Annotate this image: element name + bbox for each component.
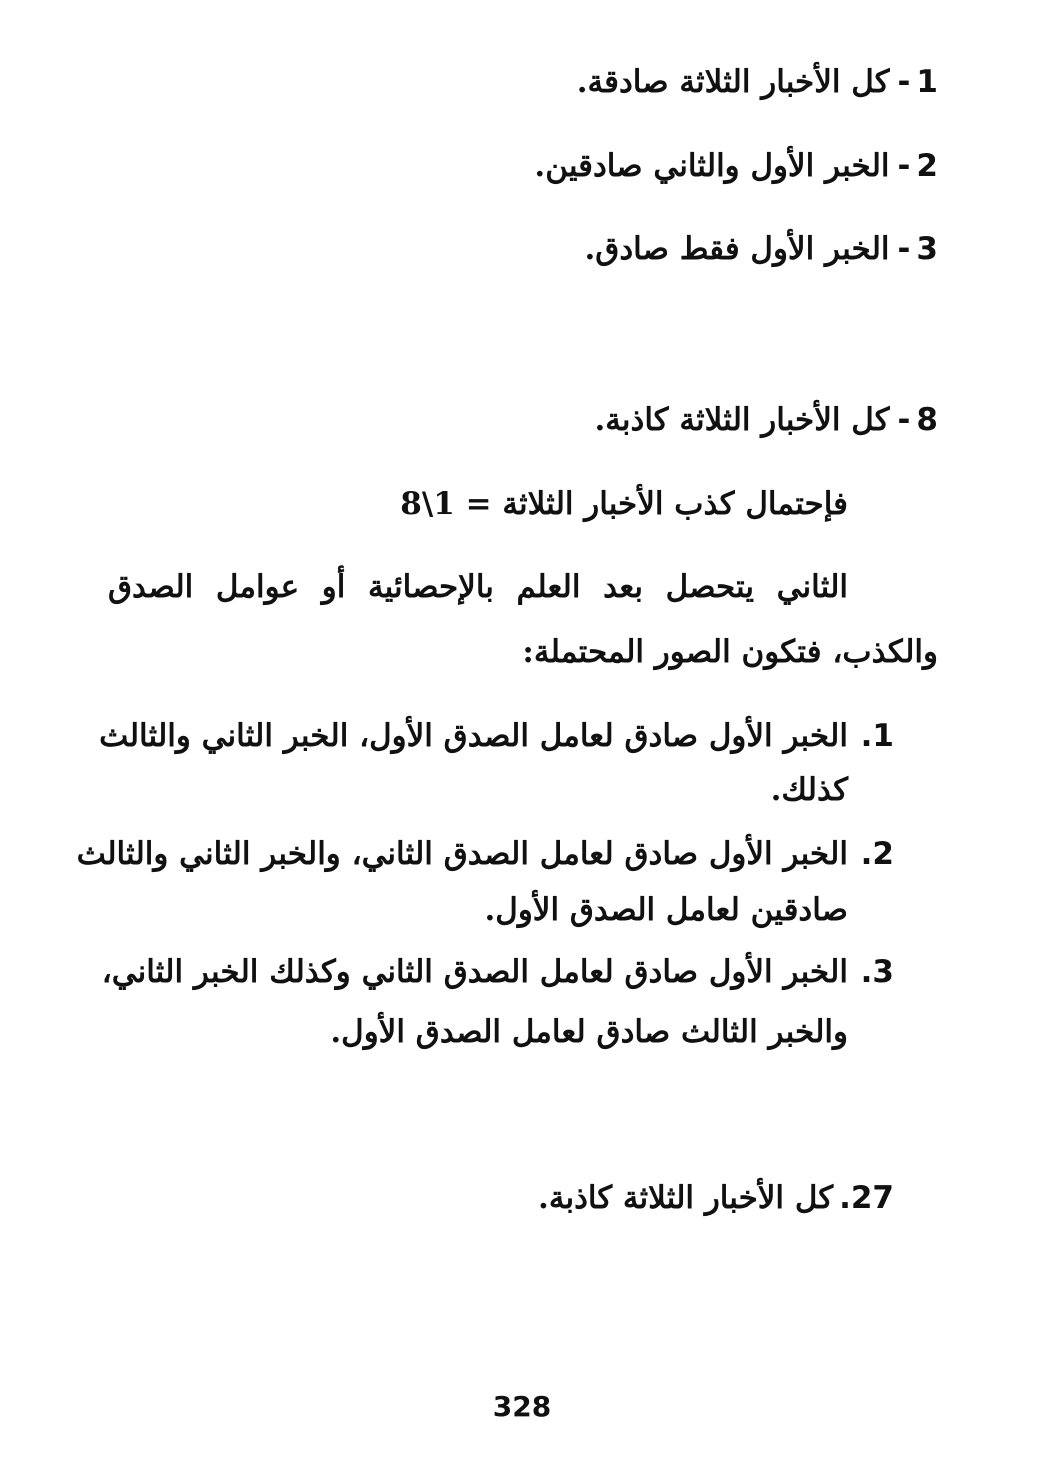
item-number: 1	[916, 64, 938, 100]
top-list-item-1	[577, 60, 938, 104]
numbered-item-2-line-2: صادقين لعامل الصدق الأول.	[484, 892, 848, 928]
numbered-item-3-number: 3.	[860, 954, 894, 990]
item-8	[595, 398, 939, 442]
numbered-item-1-line-2: كذلك.	[770, 772, 848, 808]
top-list-item-2	[534, 144, 938, 188]
item-number: 27.	[839, 1180, 894, 1216]
item-hyphen: -	[897, 402, 911, 438]
item-text: كل الأخبار الثلاثة صادقة.	[576, 64, 890, 100]
numbered-item-2-line-1: الخبر الأول صادق لعامل الصدق الثاني، والخبر الثاني والثالث	[76, 836, 848, 872]
item-number: 2	[916, 148, 938, 184]
paragraph-line-2: والكذب، فتكون الصور المحتملة:	[522, 634, 938, 670]
numbered-item-2-number: 2.	[860, 836, 894, 872]
numbered-item-1-line-1: الخبر الأول صادق لعامل الصدق الأول، الخبر الثاني والثالث	[99, 718, 848, 754]
item-text: كل الأخبار الثلاثة كاذبة.	[594, 402, 890, 438]
item-hyphen: -	[897, 64, 911, 100]
item-hyphen: -	[897, 231, 911, 267]
item-number: 3	[916, 231, 938, 267]
numbered-item-1-number: 1.	[860, 718, 894, 754]
numbered-item-3-line-1: الخبر الأول صادق لعامل الصدق الثاني وكذلك الخبر الثاني،	[101, 954, 848, 990]
item-hyphen: -	[897, 148, 911, 184]
item-text: الخبر الأول فقط صادق.	[584, 231, 890, 267]
item-text: كل الأخبار الثلاثة كاذبة.	[538, 1180, 834, 1216]
top-list-item-3	[585, 227, 939, 271]
item-text: الخبر الأول والثاني صادقين.	[534, 148, 890, 184]
item-27	[538, 1176, 894, 1220]
page-number: 328	[492, 1390, 552, 1423]
paragraph-line-1: الثاني يتحصل بعد العلم بالإحصائية أو عوامل الصدق	[108, 569, 848, 605]
item-number: 8	[916, 402, 938, 438]
probability-statement: فإحتمال كذب الأخبار الثلاثة = 1\8	[400, 486, 848, 522]
numbered-item-3-line-2: والخبر الثالث صادق لعامل الصدق الأول.	[330, 1014, 848, 1050]
